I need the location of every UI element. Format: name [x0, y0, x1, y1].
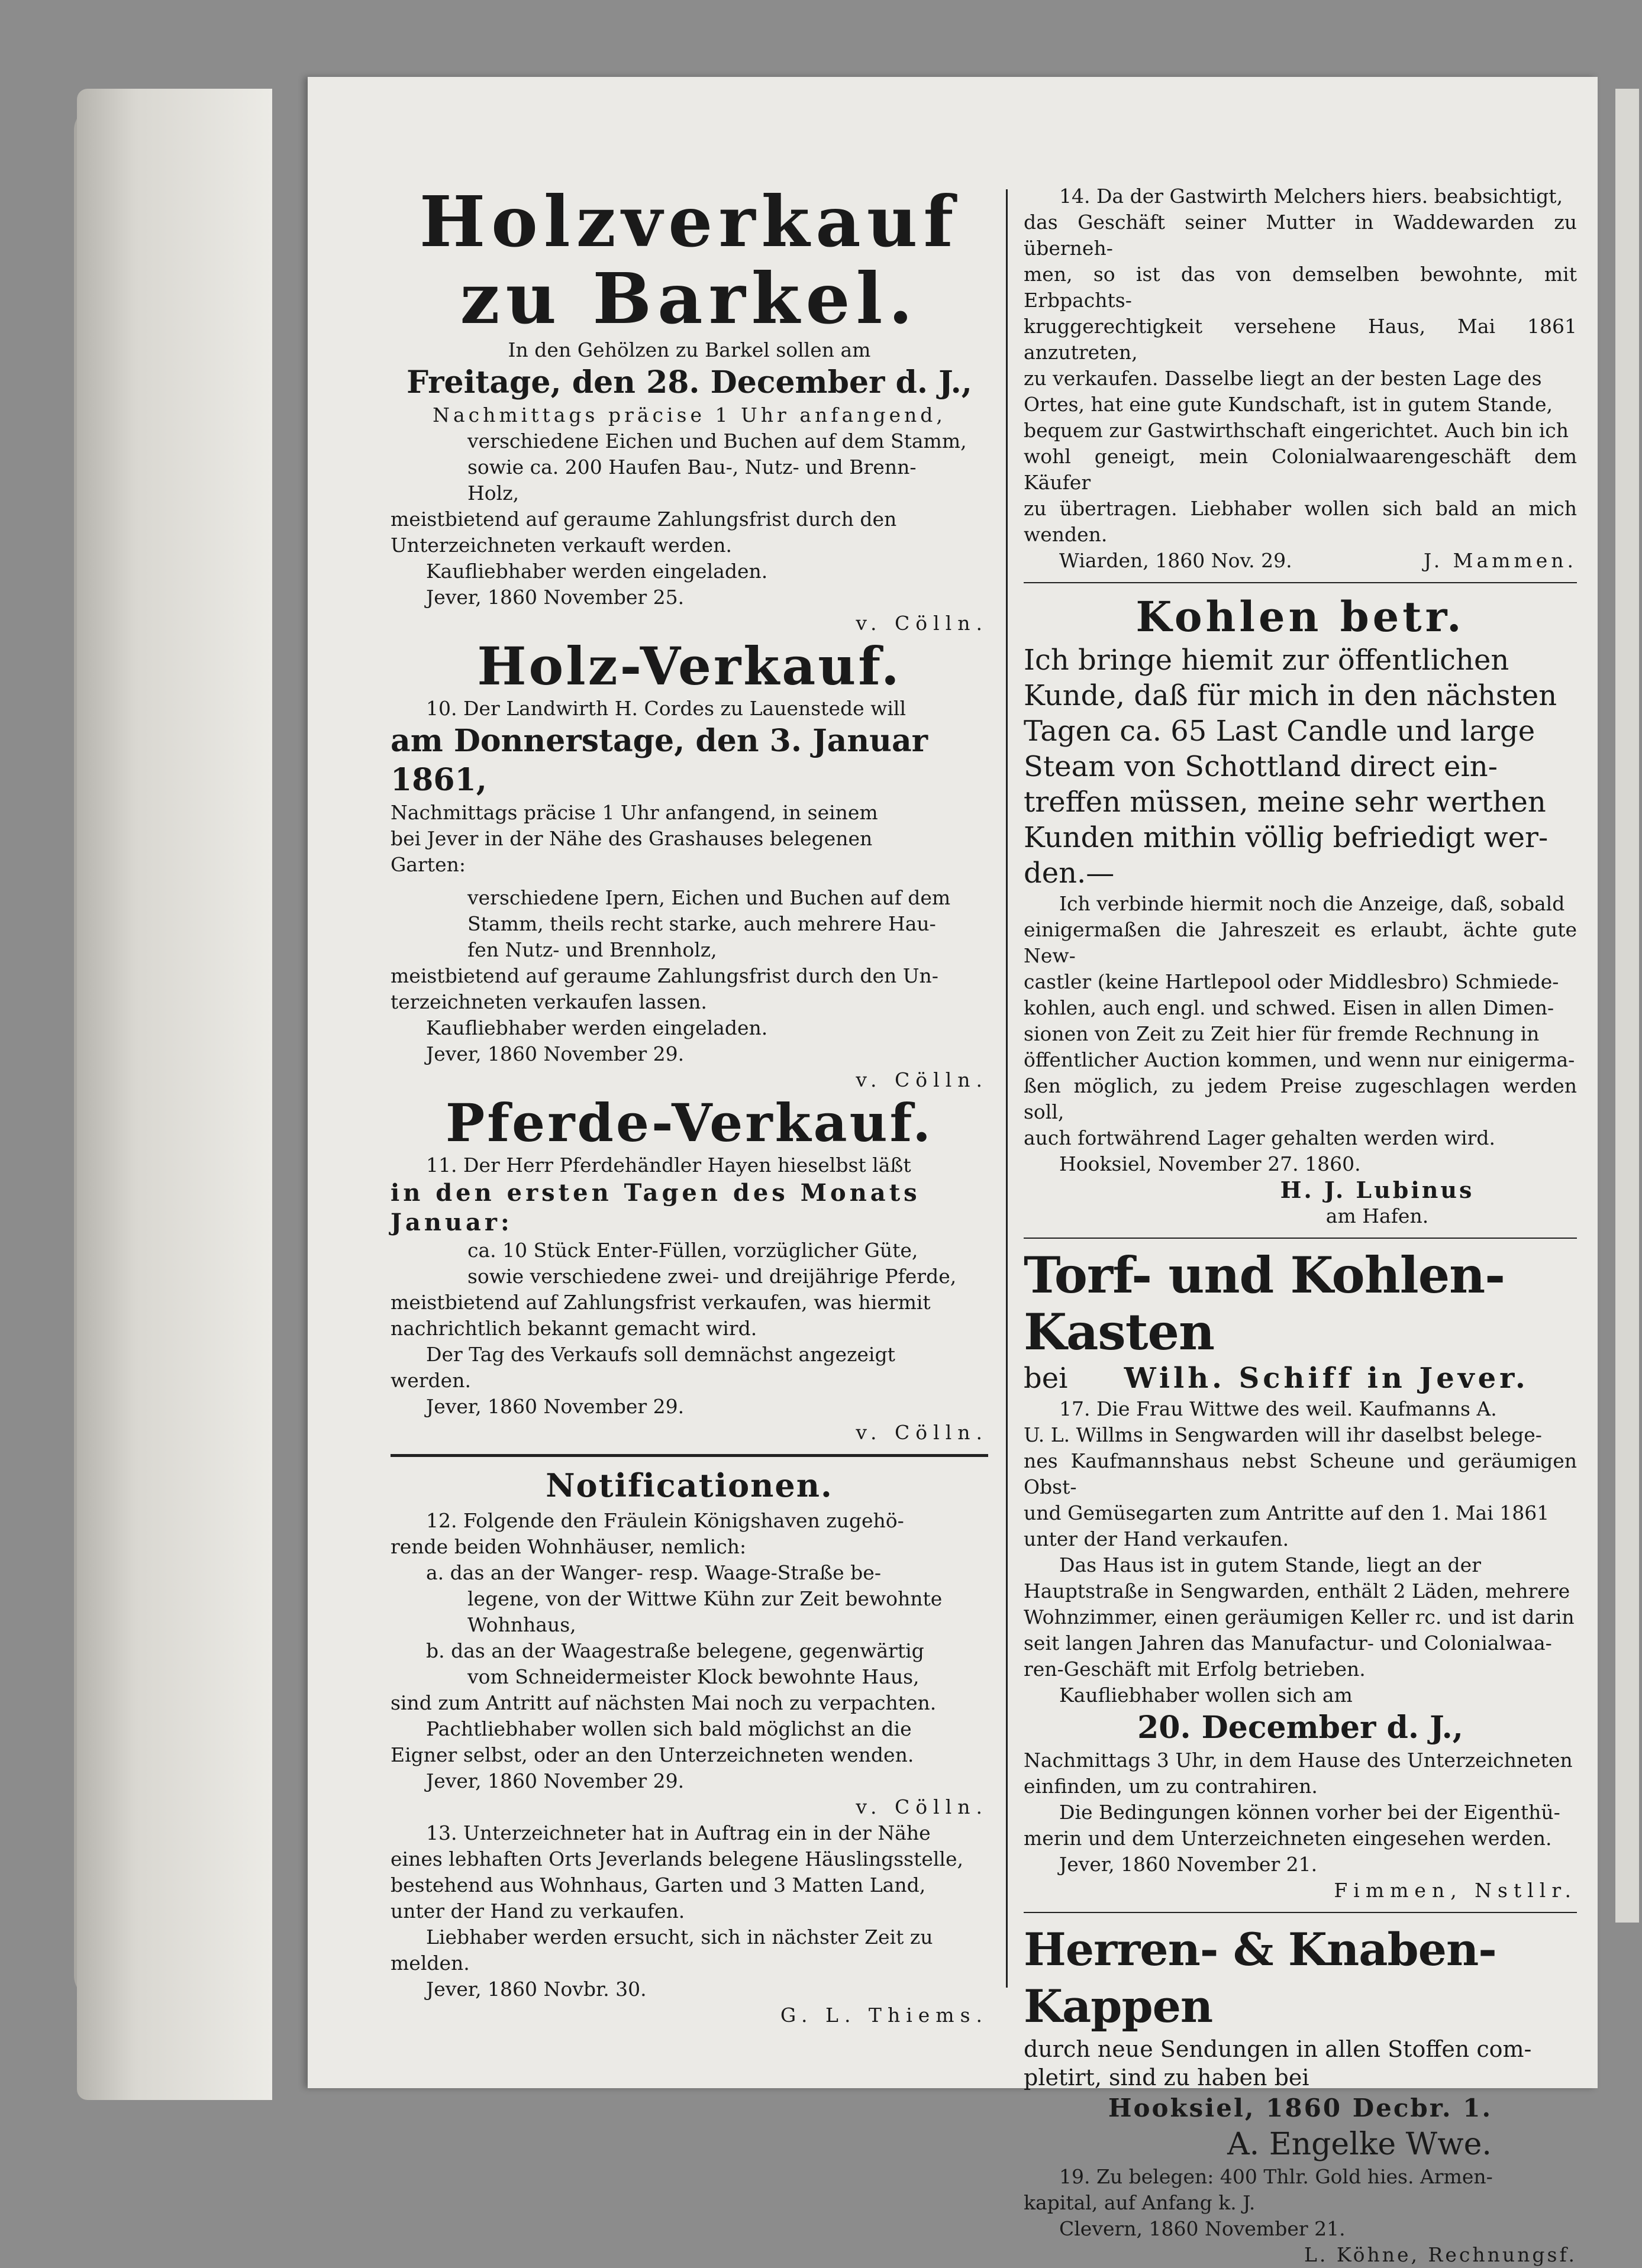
ad-text: Pachtliebhaber wollen sich bald möglichst an die [426, 1717, 912, 1740]
ad-text: Jever, 1860 Novbr. 30. [426, 1978, 647, 2001]
ad-place-date: Wiarden, 1860 Nov. 29. [1059, 549, 1292, 572]
ad-text: Hauptstraße in Sengwarden, enthält 2 Läden, mehrere [1024, 1579, 1570, 1603]
section-heading: Notificationen. [546, 1466, 833, 1504]
ad-text: 10. Der Landwirth H. Cordes zu Lauenstede will [426, 697, 907, 720]
ad-text: sowie verschiedene zwei- und dreijährige Pferde, [467, 1265, 957, 1288]
ad-herren-knaben-kappen [1024, 1921, 1577, 2164]
book-page-edges [77, 89, 272, 2100]
ad-text: Eigner selbst, oder an den Unterzeichneten wenden. [391, 1743, 914, 1766]
ad-text: unter der Hand verkaufen. [1024, 1527, 1289, 1550]
ad-11-pferde-verkauf [391, 1093, 988, 1446]
ad-text: das Geschäft seiner Mutter in Waddewarden zu überneh- [1024, 211, 1577, 260]
ad-text: Unterzeichneten verkauft werden. [391, 534, 732, 557]
ad-text: verschiedene Ipern, Eichen und Buchen auf dem [467, 886, 951, 909]
ad-text: pletirt, sind zu haben bei [1024, 2065, 1309, 2091]
ad-19-armenkapital [1024, 2164, 1577, 2268]
ad-date: Freitage, den 28. December d. J., [407, 364, 972, 400]
ad-text: legene, von der Wittwe Kühn zur Zeit bewohnte [467, 1587, 943, 1610]
ad-signature: v. Cölln. [856, 1068, 988, 1091]
ad-text: und Gemüsegarten zum Antritte auf den 1. Mai 1861 [1024, 1501, 1550, 1524]
ad-text: Ortes, hat eine gute Kundschaft, ist in gutem Stande, [1024, 393, 1553, 416]
ad-text: 13. Unterzeichneter hat in Auftrag ein in der Nähe [426, 1821, 931, 1844]
ad-large-text: Ich bringe hiemit zur öffentlichen [1024, 644, 1509, 677]
ad-text: kruggerechtigkeit versehene Haus, Mai 1861 anzutreten, [1024, 315, 1577, 364]
ad-text: Clevern, 1860 November 21. [1059, 2217, 1346, 2240]
ad-signature: v. Cölln. [856, 1421, 988, 1444]
ad-text: auch fortwährend Lager gehalten werden wird. [1024, 1126, 1495, 1149]
ad-text: Ich verbinde hiermit noch die Anzeige, daß, sobald [1059, 892, 1565, 915]
ad-text: meistbietend auf geraume Zahlungsfrist durch den [391, 508, 897, 531]
ad-large-text: Tagen ca. 65 Last Candle und large [1024, 715, 1535, 748]
ad-text: Holz, [467, 482, 520, 505]
ad-text: sind zum Antritt auf nächsten Mai noch zu verpachten. [391, 1691, 937, 1714]
notificationen-section [391, 1466, 988, 1820]
ad-merchant-name: Wilh. Schiff in Jever. [1124, 1362, 1529, 1395]
ad-text: men, so ist das von demselben bewohnte, mit Erbpachts- [1024, 263, 1577, 312]
ad-text: verschiedene Eichen und Buchen auf dem Stamm, [467, 429, 967, 453]
ad-bold-text: in den ersten Tagen des Monats [391, 1179, 921, 1207]
ad-title: Herren- & Knaben-Kappen [1024, 1923, 1496, 2033]
ad-text: rende beiden Wohnhäuser, nemlich: [391, 1535, 747, 1558]
ad-text: In den Gehölzen zu Barkel sollen am [508, 338, 871, 361]
ad-large-text: Kunde, daß für mich in den nächsten [1024, 679, 1557, 712]
ad-text: Das Haus ist in gutem Stande, liegt an der [1059, 1553, 1481, 1576]
ad-text: Nachmittags präcise 1 Uhr anfangend, in seinem [391, 801, 878, 824]
ad-text: 14. Da der Gastwirth Melchers hiers. beabsichtigt, [1059, 185, 1563, 208]
ad-text: Jever, 1860 November 25. [426, 586, 685, 609]
ad-text: sionen von Zeit zu Zeit hier für fremde Rechnung in [1024, 1022, 1540, 1045]
ad-signature: J. Mammen. [1424, 549, 1577, 572]
ad-kohlen-betr [1024, 592, 1577, 1229]
ad-text: öffentlicher Auction kommen, und wenn nur einigerma- [1024, 1048, 1575, 1071]
ad-signature-sub: am Hafen. [1325, 1204, 1429, 1227]
ad-text [1024, 1361, 1577, 1396]
ad-signature: v. Cölln. [856, 612, 988, 635]
ad-text: merin und dem Unterzeichneten eingesehen werden. [1024, 1827, 1552, 1850]
ad-text: kapital, auf Anfang k. J. [1024, 2191, 1256, 2214]
ad-footer [1024, 548, 1577, 574]
ad-text: meistbietend auf geraume Zahlungsfrist durch den Un- [391, 964, 938, 987]
right-column [1024, 183, 1577, 2268]
ad-title: Torf- und Kohlen-Kasten [1024, 1246, 1505, 1361]
section-rule [1024, 582, 1577, 583]
ad-text: bestehend aus Wohnhaus, Garten und 3 Matten Land, [391, 1873, 926, 1897]
ad-bold-text: Januar: [391, 1209, 513, 1236]
ad-title: Holzverkauf [419, 180, 960, 263]
ad-date: am Donnerstage, den 3. Januar 1861, [391, 723, 928, 798]
ad-signature: L. Köhne, Rechnungsf. [1304, 2243, 1577, 2266]
ad-large-text: Kunden mithin völlig befriedigt wer- [1024, 821, 1549, 854]
ad-large-text: Steam von Schottland direct ein- [1024, 750, 1498, 783]
ad-text: seit langen Jahren das Manufactur- und Colonialwaa- [1024, 1631, 1552, 1655]
ad-text: ca. 10 Stück Enter-Füllen, vorzüglicher Güte, [467, 1239, 918, 1262]
ad-text: Der Tag des Verkaufs soll demnächst angezeigt [426, 1343, 895, 1366]
ad-text: Stamm, theils recht starke, auch mehrere Hau- [467, 912, 936, 935]
ad-title: zu Barkel. [460, 257, 919, 340]
ad-text: einigermaßen die Jahreszeit es erlaubt, ächte gute New- [1024, 918, 1577, 967]
ad-text: bei [1024, 1362, 1068, 1395]
ad-signature: H. J. Lubinus [1280, 1177, 1475, 1203]
ad-text: 12. Folgende den Fräulein Königshaven zugehö- [426, 1509, 904, 1532]
ad-signature: Fimmen, Nstllr. [1334, 1879, 1577, 1902]
ad-17-kaufmannshaus [1024, 1396, 1577, 1904]
ad-text: wohl geneigt, mein Colonialwaarengeschäft dem Käufer [1024, 445, 1577, 494]
left-column [391, 180, 988, 2028]
ad-title: Kohlen betr. [1135, 592, 1465, 641]
ad-text: castler (keine Hartlepool oder Middlesbro) Schmiede- [1024, 970, 1559, 993]
ad-holzverkauf-barkel [391, 180, 988, 637]
ad-large-text: den.— [1024, 857, 1115, 890]
ad-text: Garten: [391, 853, 466, 876]
ad-text: durch neue Sendungen in allen Stoffen com- [1024, 2036, 1532, 2062]
ad-text: unter der Hand zu verkaufen. [391, 1899, 685, 1923]
ad-text: sowie ca. 200 Haufen Bau-, Nutz- und Brenn- [467, 455, 917, 479]
ad-text: Kaufliebhaber werden eingeladen. [426, 560, 768, 583]
ad-text: nes Kaufmannshaus nebst Scheune und geräumigen Obst- [1024, 1449, 1577, 1498]
ad-text: Jever, 1860 November 29. [426, 1395, 685, 1418]
ad-date: 20. December d. J., [1137, 1710, 1463, 1746]
ad-10-holz-verkauf [391, 637, 988, 1093]
ad-text: meistbietend auf Zahlungsfrist verkaufen, was hiermit [391, 1291, 931, 1314]
ad-title: Holz-Verkauf. [477, 635, 902, 697]
ad-signature: v. Cölln. [856, 1795, 988, 1818]
ad-text: bequem zur Gastwirthschaft eingerichtet. Auch bin ich [1024, 419, 1569, 442]
ad-text: Jever, 1860 November 29. [426, 1769, 685, 1792]
section-rule [1024, 1238, 1577, 1239]
ad-text: fen Nutz- und Brennholz, [467, 938, 717, 961]
ad-merchant-name: A. Engelke Wwe. [1227, 2127, 1492, 2162]
column-divider [1006, 189, 1008, 1988]
ad-text: einfinden, um zu contrahiren. [1024, 1775, 1318, 1798]
ad-torf-kohlen-kasten [1024, 1247, 1577, 1396]
ad-text: ren-Geschäft mit Erfolg betrieben. [1024, 1658, 1366, 1681]
ad-text: 19. Zu belegen: 400 Thlr. Gold hies. Armen- [1059, 2165, 1493, 2188]
ad-text: Nachmittags 3 Uhr, in dem Hause des Unterzeichneten [1024, 1749, 1573, 1772]
ad-text: a. das an der Wanger- resp. Waage-Straße be- [426, 1561, 881, 1584]
newspaper-page [308, 77, 1598, 2266]
ad-text: eines lebhaften Orts Jeverlands belegene Häuslingsstelle, [391, 1847, 964, 1870]
ad-text: b. das an der Waagestraße belegene, gegenwärtig [426, 1639, 924, 1662]
ad-14-gastwirthschaft [1024, 183, 1577, 574]
ad-13-haeuslingsstelle [391, 1820, 988, 2028]
ad-title: Pferde-Verkauf. [446, 1092, 933, 1154]
ad-text: ßen möglich, zu jedem Preise zugeschlagen werden soll, [1024, 1074, 1577, 1123]
ad-text: kohlen, auch engl. und schwed. Eisen in allen Dimen- [1024, 996, 1554, 1019]
ad-text: terzeichneten verkaufen lassen. [391, 990, 707, 1013]
ad-text: Nachmittags präcise 1 Uhr anfangend, [433, 403, 946, 427]
ad-text: 17. Die Frau Wittwe des weil. Kaufmanns A. [1059, 1397, 1497, 1420]
ad-text: Kaufliebhaber werden eingeladen. [426, 1016, 768, 1039]
ad-place-date: Hooksiel, 1860 Decbr. 1. [1108, 2093, 1493, 2122]
ad-text: U. L. Willms in Sengwarden will ihr daselbst belege- [1024, 1423, 1542, 1446]
ad-text: Die Bedingungen können vorher bei der Eigenthü- [1059, 1801, 1560, 1824]
section-rule [1024, 1912, 1577, 1913]
ad-text: werden. [391, 1369, 471, 1392]
ad-text: Liebhaber werden ersucht, sich in nächster Zeit zu [426, 1925, 933, 1949]
ad-text: zu verkaufen. Dasselbe liegt an der besten Lage des [1024, 367, 1542, 390]
ad-text: Wohnzimmer, einen geräumigen Keller rc. und ist darin [1024, 1605, 1575, 1629]
ad-text: Jever, 1860 November 29. [426, 1042, 685, 1065]
section-rule [391, 1454, 988, 1457]
ad-text: zu übertragen. Liebhaber wollen sich bald an mich wenden. [1024, 497, 1577, 546]
ad-large-text: treffen müssen, meine sehr werthen [1024, 786, 1546, 819]
ad-text: Hooksiel, November 27. 1860. [1059, 1152, 1361, 1175]
ad-text: vom Schneidermeister Klock bewohnte Haus, [467, 1665, 920, 1688]
ad-text: Wohnhaus, [467, 1613, 576, 1636]
ad-text: 11. Der Herr Pferdehändler Hayen hieselbst läßt [426, 1154, 911, 1177]
facing-page-edge [1615, 89, 1639, 1923]
ad-text: melden. [391, 1952, 470, 1975]
ad-text: nachrichtlich bekannt gemacht wird. [391, 1317, 757, 1340]
ad-signature: G. L. Thiems. [780, 2004, 988, 2027]
ad-text: Jever, 1860 November 21. [1059, 1853, 1318, 1876]
ad-text: Kaufliebhaber wollen sich am [1059, 1684, 1353, 1707]
ad-text: bei Jever in der Nähe des Grashauses belegenen [391, 827, 873, 850]
